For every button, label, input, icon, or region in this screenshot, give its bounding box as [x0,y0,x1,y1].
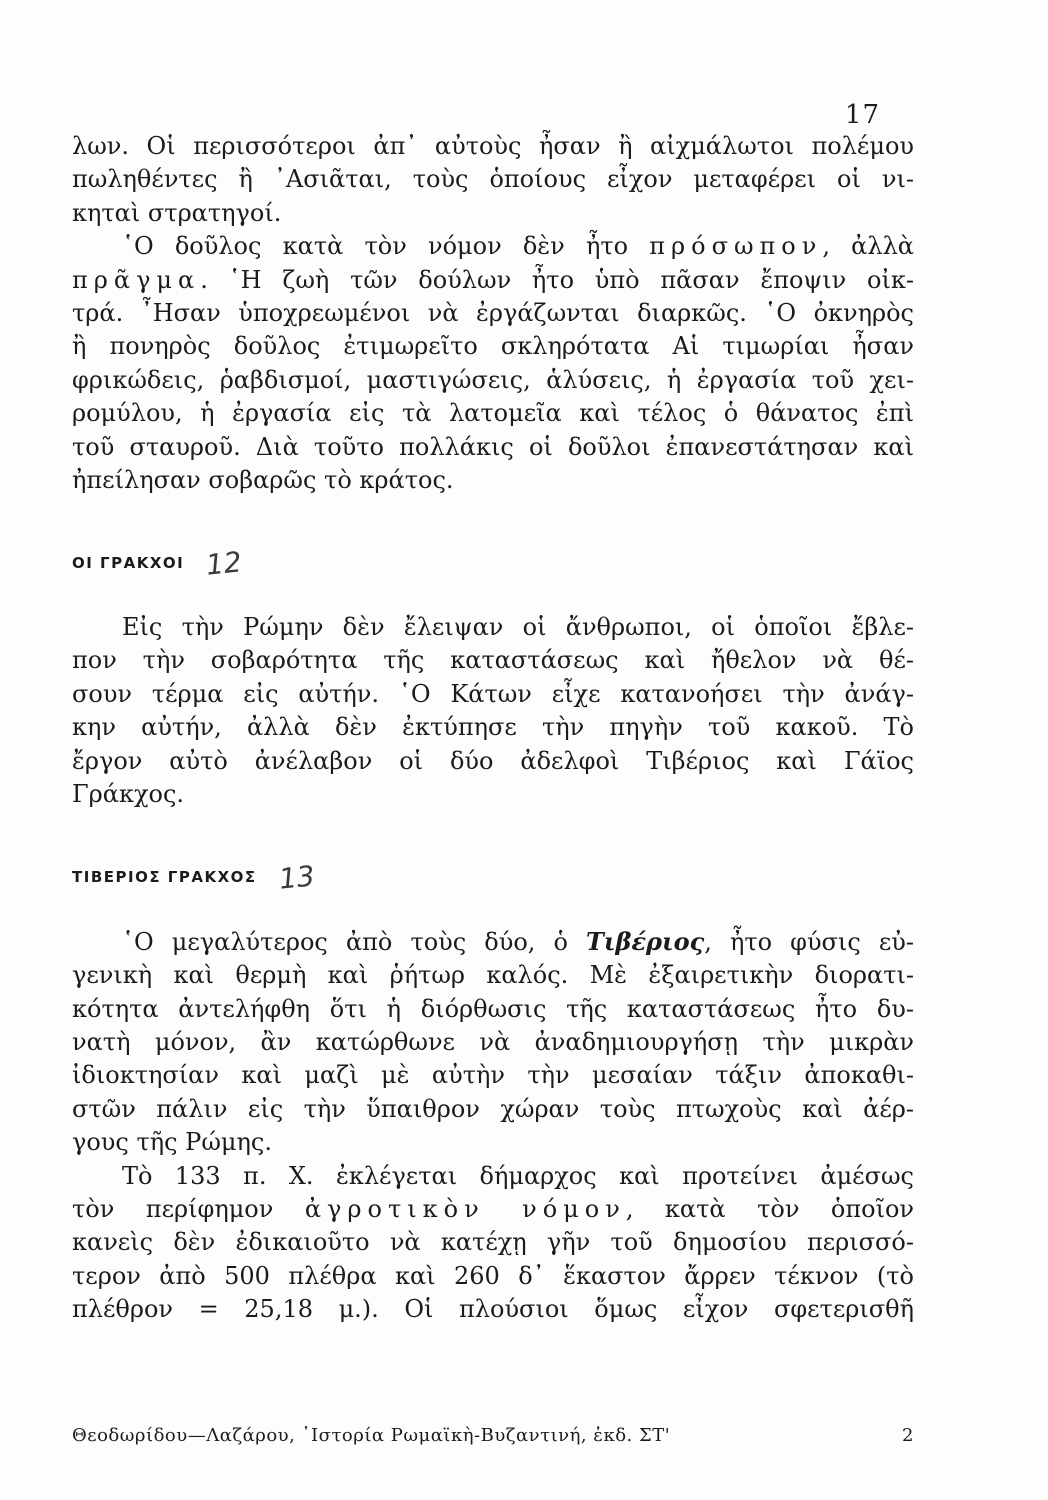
text-line [72,264,914,297]
text-run: , κατὰ τὸν ὁποῖον [625,1194,914,1223]
paragraph-slaves-intro [72,130,914,230]
text-line: πον τὴν σοβαρότητα τῆς καταστάσεως καὶ ἤθελον νὰ θέ- [72,646,914,675]
text-line: στῶν πάλιν εἰς τὴν ὕπαιθρον χώραν τοὺς πτωχοὺς καὶ ἀέρ- [72,1094,914,1123]
footer-citation: Θεοδωρίδου—Λαζάρου, ῾Ιστορία Ρωμαϊκὴ-Βυζαντινή, ἐκδ. ΣΤ' [72,1425,671,1446]
text-run: , ἦτο φύσις εὐ- [704,927,914,956]
text-line: Τὸ 133 π. Χ. ἐκλέγεται δήμαρχος καὶ προτείνει ἀμέσως [122,1161,914,1190]
section-heading-row [72,859,914,897]
text-line: ἔργον αὐτὸ ἀνέλαβον οἱ δύο ἀδελφοὶ Τιβέριος καὶ Γάϊος [72,746,914,775]
text-line: νατὴ μόνον, ἂν κατώρθωνε νὰ ἀναδημιουργήσῃ τὴν μικρὰν [72,1027,914,1056]
paragraph-agrarian-law [72,1160,914,1327]
emphasis-spaced: πρᾶγμα [72,265,201,294]
text-line: τοῦ σταυροῦ. Διὰ τοῦτο πολλάκις οἱ δοῦλοι ἐπανεστάτησαν καὶ [72,432,914,461]
paragraph-slave-status [72,230,914,497]
text-run: τὸν περίφημον [72,1194,305,1223]
footer-signature-number: 2 [902,1425,914,1446]
emphasis-name: Τιβέριος [586,926,705,956]
page-number: 17 [844,100,880,130]
paragraph-gracchi [72,611,914,811]
text-run: ῾Ο μεγαλύτερος ἀπὸ τοὺς δύο, ὁ [122,927,587,956]
text-line: ἠπείλησαν σοβαρῶς τὸ κράτος. [72,466,454,495]
text-line: κανεὶς δὲν ἐδικαιοῦτο νὰ κατέχῃ γῆν τοῦ δημοσίου περισσό- [72,1228,914,1257]
text-line: πωληθέντες ἢ ᾽Ασιᾶται, τοὺς ὁποίους εἶχον μεταφέρει οἱ νι- [72,165,914,194]
text-line: ἢ πονηρὸς δοῦλος ἐτιμωρεῖτο σκληρότατα Αἱ τιμωρίαι ἦσαν [72,332,914,361]
page-footer [72,1425,914,1446]
text-line: ἰδιοκτησίαν καὶ μαζὶ μὲ αὐτὴν τὴν μεσαίαν τάξιν ἀποκαθι- [72,1061,914,1090]
text-line [72,230,914,263]
text-run: ῾Ο δοῦλος κατὰ τὸν νόμον δὲν ἦτο [122,232,650,261]
text-line [72,1193,914,1226]
text-line: τερον ἀπὸ 500 πλέθρα καὶ 260 δ᾽ ἕκαστον ἄρρεν τέκνον (τὸ [72,1261,914,1290]
text-line: τρά. ῏Ησαν ὑποχρεωμένοι νὰ ἐργάζωνται διαρκῶς. ῾Ο ὀκνηρὸς [72,299,914,328]
text-run: . ῾Η ζωὴ τῶν δούλων ἦτο ὑπὸ πᾶσαν ἔποψιν οἰκ- [200,265,914,294]
section-heading-tiberius: ΤΙΒΕΡΙΟΣ ΓΡΑΚΧΟΣ [72,868,257,887]
emphasis-spaced: ἀγροτικὸν νόμον [304,1194,626,1223]
text-line: Γράκχος. [72,779,185,808]
page-body [72,130,914,1327]
text-line: κην αὐτήν, ἀλλὰ δὲν ἐκτύπησε τὴν πηγὴν τοῦ κακοῦ. Τὸ [72,713,914,742]
text-run: , ἀλλὰ [822,232,914,261]
text-line: λων. Οἱ περισσότεροι ἀπ᾽ αὐτοὺς ἦσαν ἢ αἰχμάλωτοι πολέμου [72,132,914,160]
text-line: Εἰς τὴν Ρώμην δὲν ἔλειψαν οἱ ἄνθρωποι, οἱ ὁποῖοι ἔβλε- [122,612,914,641]
text-line: σουν τέρμα εἰς αὐτήν. ῾Ο Κάτων εἶχε κατανοήσει τὴν ἀνάγ- [72,679,914,708]
text-line [72,925,914,959]
text-line: ρομύλου, ἡ ἐργασία εἰς τὰ λατομεῖα καὶ τέλος ὁ θάνατος ἐπὶ [72,399,914,428]
text-line: πλέθρον = 25,18 μ.). Οἱ πλούσιοι ὅμως εἶχον σφετερισθῆ [72,1295,914,1324]
emphasis-spaced: πρόσωπον [649,232,823,261]
handwritten-note: 12 [204,545,244,583]
text-line: γενικὴ καὶ θερμὴ καὶ ῥήτωρ καλός. Μὲ ἐξαιρετικὴν διορατι- [72,961,914,990]
text-line: κότητα ἀντελήφθη ὅτι ἡ διόρθωσις τῆς καταστάσεως ἦτο δυ- [72,994,914,1023]
text-line: φρικώδεις, ῥαβδισμοί, μαστιγώσεις, ἁλύσεις, ἡ ἐργασία τοῦ χει- [72,365,914,394]
section-heading-gracchi: ΟΙ ΓΡΑΚΧΟΙ [72,554,185,573]
handwritten-note: 13 [276,859,316,897]
paragraph-tiberius [72,925,914,1160]
section-heading-row [72,545,914,583]
text-line: κηταὶ στρατηγοί. [72,198,282,227]
text-line: γους τῆς Ρώμης. [72,1128,272,1157]
